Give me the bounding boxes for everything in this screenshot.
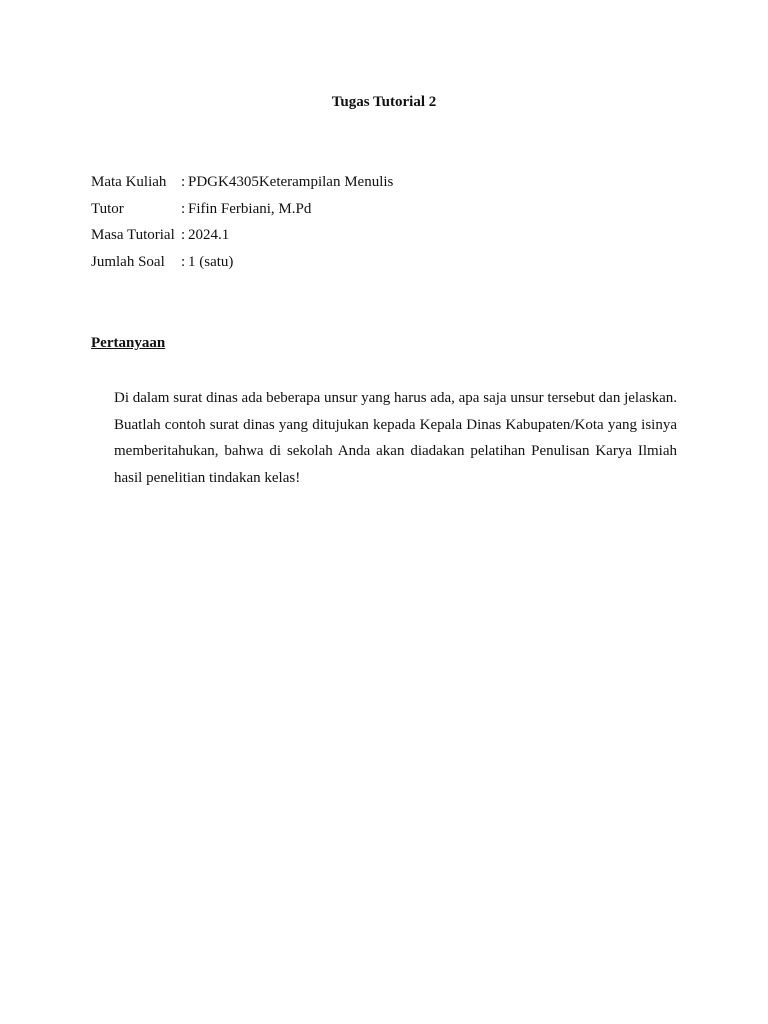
- info-label: Masa Tutorial: [91, 227, 175, 243]
- info-row-tutor: [91, 199, 393, 226]
- info-value: PDGK4305Keterampilan Menulis: [188, 174, 394, 190]
- section-heading-pertanyaan: Pertanyaan: [91, 335, 166, 351]
- info-label: Tutor: [91, 200, 124, 217]
- question-paragraph: Di dalam surat dinas ada beberapa unsur yang harus ada, apa saja unsur tersebut dan jelaskan. Buatlah contoh surat dinas yang ditujukan kepada Kepala Dinas Kabupaten/Kota yang isinya memberitahukan, bahwa di sekolah Anda akan diadakan pelatihan Penulisan Karya Ilmiah hasil penelitian tindakan kelas!: [114, 390, 677, 486]
- info-separator: :: [181, 253, 186, 270]
- info-value: 2024.1: [188, 227, 230, 243]
- info-row-masa-tutorial: [91, 225, 393, 252]
- course-info-block: [91, 172, 393, 278]
- document-title: Tugas Tutorial 2: [331, 94, 437, 110]
- info-separator: :: [181, 174, 186, 190]
- info-value: Fifin Ferbiani, M.Pd: [188, 200, 312, 217]
- info-value: 1 (satu): [188, 253, 234, 270]
- info-separator: :: [181, 200, 186, 217]
- info-label: Jumlah Soal: [91, 253, 165, 270]
- info-label: Mata Kuliah: [91, 174, 167, 190]
- info-row-jumlah-soal: [91, 252, 393, 279]
- info-separator: :: [181, 227, 186, 243]
- info-row-mata-kuliah: [91, 172, 393, 199]
